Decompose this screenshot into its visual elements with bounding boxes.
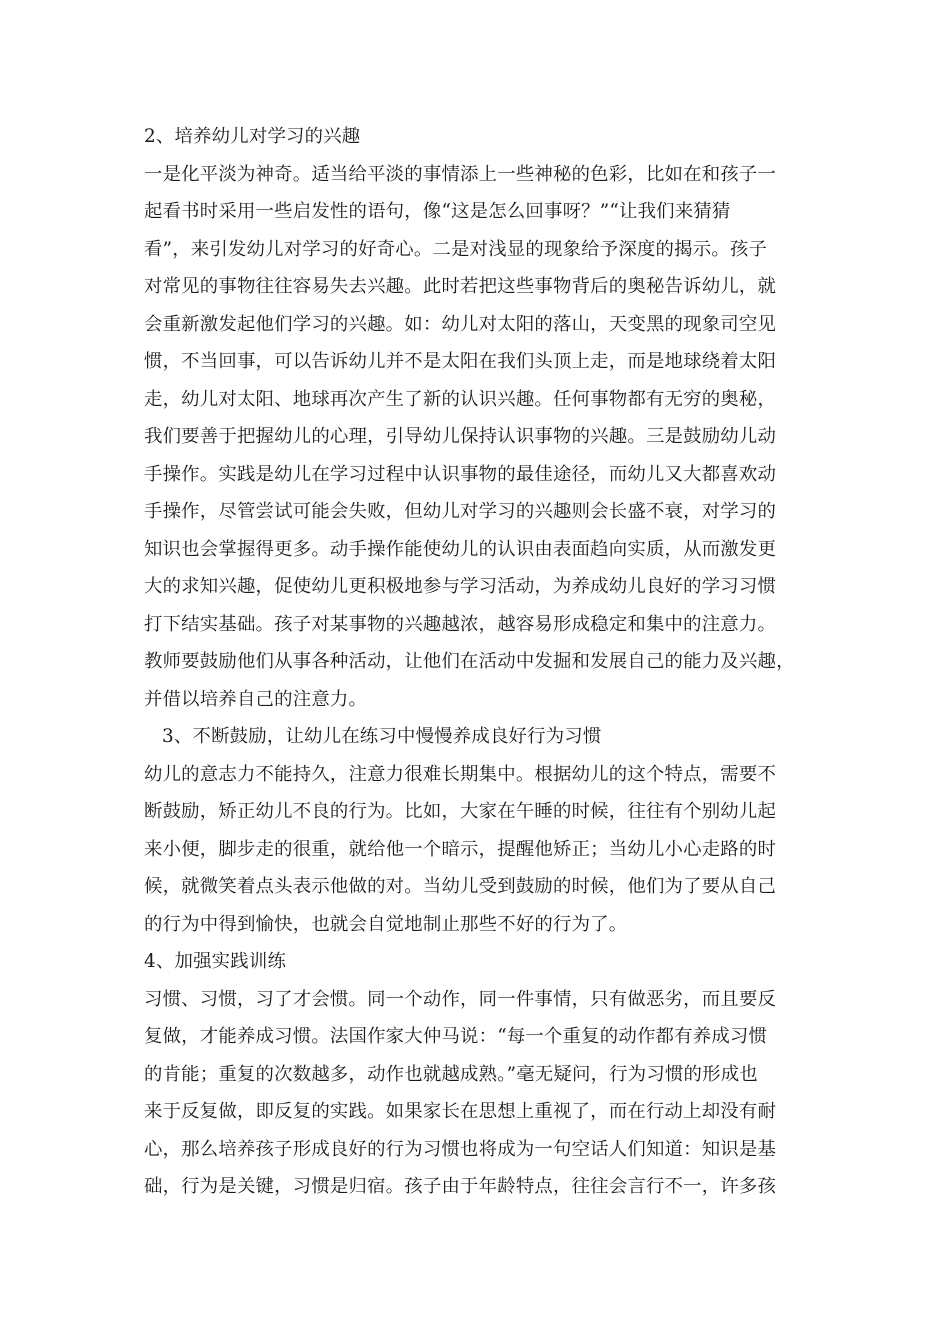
section-heading-4: 4、加强实践训练 [144,951,287,972]
paragraph-line: 础，行为是关键，习惯是归宿。孩子由于年龄特点，往往会言行不一，许多孩 [144,1176,777,1197]
paragraph-line: 惯，不当回事，可以告诉幼儿并不是太阳在我们头顶上走，而是地球绕着太阳 [144,351,777,372]
paragraph-line: 打下结实基础。孩子对某事物的兴趣越浓，越容易形成稳定和集中的注意力。 [144,613,777,635]
paragraph-line: 大的求知兴趣，促使幼儿更积极地参与学习活动，为养成幼儿良好的学习习惯 [144,576,777,597]
document-body [144,118,824,1206]
paragraph-line: 并借以培养自己的注意力。 [144,688,368,710]
paragraph-line: 手操作。实践是幼儿在学习过程中认识事物的最佳途径，而幼儿又大都喜欢动 [144,463,777,485]
section-heading-2: 2、培养幼儿对学习的兴趣 [144,126,361,147]
paragraph-line: 会重新激发起他们学习的兴趣。如：幼儿对太阳的落山，天变黑的现象司空见 [144,313,777,335]
paragraph-line: 来小便，脚步走的很重，就给他一个暗示，提醒他矫正；当幼儿小心走路的时 [144,838,777,860]
paragraph-line: 候，就微笑着点头表示他做的对。当幼儿受到鼓励的时候，他们为了要从自己 [144,876,777,897]
paragraph-line: 看”，来引发幼儿对学习的好奇心。二是对浅显的现象给予深度的揭示。孩子 [144,238,768,260]
paragraph-line: 复做，才能养成习惯。法国作家大仲马说：“每一个重复的动作都有养成习惯 [144,1026,768,1047]
paragraph-line: 走，幼儿对太阳、地球再次产生了新的认识兴趣。任何事物都有无穷的奥秘， [144,388,777,410]
paragraph-line: 的行为中得到愉快，也就会自觉地制止那些不好的行为了。 [144,913,628,935]
paragraph-line: 幼儿的意志力不能持久，注意力很难长期集中。根据幼儿的这个特点，需要不 [144,763,777,785]
section-heading-3: 3、不断鼓励，让幼儿在练习中慢慢养成良好行为习惯 [162,726,602,747]
paragraph-line: 对常见的事物往往容易失去兴趣。此时若把这些事物背后的奥秘告诉幼儿，就 [144,276,777,297]
paragraph-line: 起看书时采用一些启发性的语句，像“这是怎么回事呀？”“让我们来猜猜 [144,201,731,222]
paragraph-line: 来于反复做，即反复的实践。如果家长在思想上重视了，而在行动上却没有耐 [144,1101,777,1122]
paragraph-line: 我们要善于把握幼儿的心理，引导幼儿保持认识事物的兴趣。三是鼓励幼儿动 [144,426,777,447]
paragraph-line: 知识也会掌握得更多。动手操作能使幼儿的认识由表面趋向实质，从而激发更 [144,538,777,560]
paragraph-line: 断鼓励，矫正幼儿不良的行为。比如，大家在午睡的时候，往往有个别幼儿起 [144,801,777,822]
paragraph-line: 心，那么培养孩子形成良好的行为习惯也将成为一句空话人们知道：知识是基 [144,1138,777,1160]
paragraph-line: 教师要鼓励他们从事各种活动，让他们在活动中发掘和发展自己的能力及兴趣， [144,651,795,672]
paragraph-line: 一是化平淡为神奇。适当给平淡的事情添上一些神秘的色彩，比如在和孩子一 [144,163,777,185]
paragraph-line: 手操作，尽管尝试可能会失败，但幼儿对学习的兴趣则会长盛不衰，对学习的 [144,501,777,522]
paragraph-line: 习惯、习惯，习了才会惯。同一个动作，同一件事情，只有做恶劣，而且要反 [144,988,777,1010]
paragraph-line: 的肯能；重复的次数越多，动作也就越成熟。”毫无疑问，行为习惯的形成也 [144,1063,758,1085]
